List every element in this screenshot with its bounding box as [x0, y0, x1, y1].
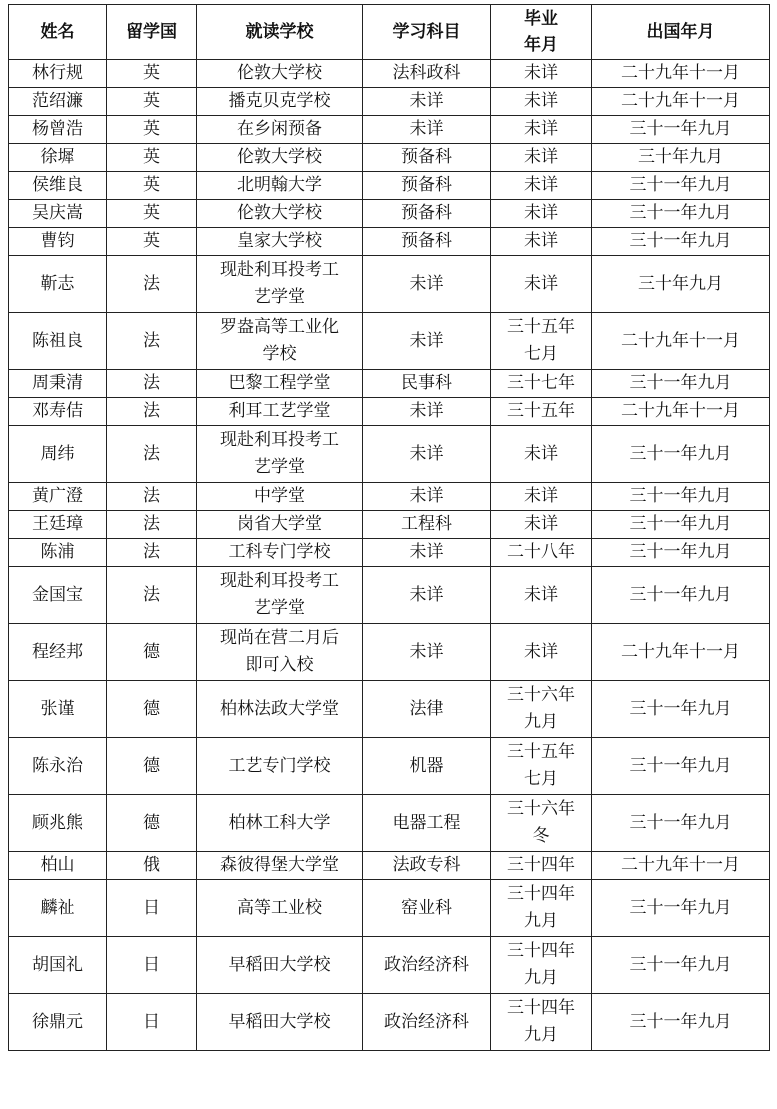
cell-subject: 未详: [363, 483, 491, 511]
table-row: [9, 681, 770, 738]
cell-departure: 二十九年十一月: [592, 852, 770, 880]
cell-graduation: 三十四年 九月: [491, 994, 592, 1051]
cell-subject: 民事科: [363, 370, 491, 398]
cell-departure: 三十一年九月: [592, 937, 770, 994]
cell-name: 范绍濂: [9, 88, 107, 116]
cell-departure: 二十九年十一月: [592, 313, 770, 370]
cell-graduation: 三十六年 九月: [491, 681, 592, 738]
table-row: [9, 200, 770, 228]
cell-graduation: 三十五年 七月: [491, 738, 592, 795]
table-row: [9, 994, 770, 1051]
table-row: [9, 880, 770, 937]
table-row: [9, 228, 770, 256]
cell-school: 伦敦大学校: [197, 200, 363, 228]
cell-graduation: 未详: [491, 256, 592, 313]
cell-graduation: 三十四年 九月: [491, 937, 592, 994]
table-row: [9, 426, 770, 483]
cell-subject: 未详: [363, 398, 491, 426]
cell-school: 皇家大学校: [197, 228, 363, 256]
cell-country: 德: [107, 624, 197, 681]
table-row: [9, 144, 770, 172]
table-body: [9, 60, 770, 1051]
cell-graduation: 未详: [491, 228, 592, 256]
cell-graduation: 三十四年 九月: [491, 880, 592, 937]
cell-name: 邓寿佶: [9, 398, 107, 426]
cell-school: 早稻田大学校: [197, 994, 363, 1051]
cell-departure: 二十九年十一月: [592, 398, 770, 426]
cell-subject: 未详: [363, 88, 491, 116]
cell-name: 顾兆熊: [9, 795, 107, 852]
cell-country: 英: [107, 200, 197, 228]
cell-name: 徐鼎元: [9, 994, 107, 1051]
table-row: [9, 483, 770, 511]
cell-school: 罗盎高等工业化 学校: [197, 313, 363, 370]
cell-graduation: 三十四年: [491, 852, 592, 880]
cell-school: 现赴利耳投考工 艺学堂: [197, 426, 363, 483]
cell-subject: 预备科: [363, 144, 491, 172]
cell-subject: 政治经济科: [363, 937, 491, 994]
cell-country: 英: [107, 172, 197, 200]
cell-departure: 三十一年九月: [592, 994, 770, 1051]
cell-name: 金国宝: [9, 567, 107, 624]
cell-school: 现赴利耳投考工 艺学堂: [197, 567, 363, 624]
header-graduation: 毕业 年月: [491, 5, 592, 60]
cell-school: 高等工业校: [197, 880, 363, 937]
cell-departure: 三十一年九月: [592, 200, 770, 228]
cell-departure: 三十一年九月: [592, 370, 770, 398]
cell-country: 俄: [107, 852, 197, 880]
cell-graduation: 未详: [491, 511, 592, 539]
cell-graduation: 未详: [491, 116, 592, 144]
student-table-container: [8, 4, 769, 1051]
cell-name: 徐墀: [9, 144, 107, 172]
cell-name: 张谨: [9, 681, 107, 738]
table-row: [9, 795, 770, 852]
header-row: [9, 5, 770, 60]
cell-school: 柏林工科大学: [197, 795, 363, 852]
cell-subject: 工程科: [363, 511, 491, 539]
cell-school: 森彼得堡大学堂: [197, 852, 363, 880]
cell-school: 现尚在营二月后 即可入校: [197, 624, 363, 681]
cell-country: 法: [107, 256, 197, 313]
table-row: [9, 624, 770, 681]
cell-country: 英: [107, 228, 197, 256]
header-name: 姓名: [9, 5, 107, 60]
table-row: [9, 398, 770, 426]
cell-name: 陈浦: [9, 539, 107, 567]
cell-school: 工艺专门学校: [197, 738, 363, 795]
cell-graduation: 未详: [491, 60, 592, 88]
cell-departure: 三十一年九月: [592, 116, 770, 144]
cell-subject: 未详: [363, 313, 491, 370]
cell-graduation: 未详: [491, 144, 592, 172]
cell-school: 北明翰大学: [197, 172, 363, 200]
table-row: [9, 852, 770, 880]
cell-name: 陈永治: [9, 738, 107, 795]
cell-graduation: 未详: [491, 88, 592, 116]
cell-name: 麟祉: [9, 880, 107, 937]
cell-country: 德: [107, 681, 197, 738]
cell-graduation: 未详: [491, 172, 592, 200]
cell-departure: 三十一年九月: [592, 738, 770, 795]
table-row: [9, 256, 770, 313]
cell-name: 林行规: [9, 60, 107, 88]
cell-graduation: 未详: [491, 624, 592, 681]
table-row: [9, 313, 770, 370]
cell-departure: 三十年九月: [592, 256, 770, 313]
cell-country: 英: [107, 60, 197, 88]
cell-name: 杨曾浩: [9, 116, 107, 144]
cell-subject: 未详: [363, 256, 491, 313]
cell-subject: 未详: [363, 426, 491, 483]
cell-departure: 二十九年十一月: [592, 60, 770, 88]
cell-graduation: 未详: [491, 200, 592, 228]
cell-graduation: 三十五年: [491, 398, 592, 426]
cell-name: 周秉清: [9, 370, 107, 398]
cell-departure: 三十年九月: [592, 144, 770, 172]
cell-subject: 政治经济科: [363, 994, 491, 1051]
cell-school: 现赴利耳投考工 艺学堂: [197, 256, 363, 313]
cell-name: 曹钧: [9, 228, 107, 256]
cell-country: 日: [107, 994, 197, 1051]
cell-school: 巴黎工程学堂: [197, 370, 363, 398]
cell-school: 工科专门学校: [197, 539, 363, 567]
cell-country: 法: [107, 567, 197, 624]
table-row: [9, 937, 770, 994]
cell-subject: 法政专科: [363, 852, 491, 880]
cell-departure: 三十一年九月: [592, 567, 770, 624]
cell-country: 法: [107, 398, 197, 426]
cell-country: 法: [107, 511, 197, 539]
cell-departure: 三十一年九月: [592, 880, 770, 937]
cell-name: 王廷璋: [9, 511, 107, 539]
cell-subject: 预备科: [363, 228, 491, 256]
cell-subject: 未详: [363, 116, 491, 144]
cell-departure: 三十一年九月: [592, 511, 770, 539]
cell-subject: 窑业科: [363, 880, 491, 937]
cell-country: 英: [107, 116, 197, 144]
cell-graduation: 二十八年: [491, 539, 592, 567]
cell-school: 伦敦大学校: [197, 144, 363, 172]
cell-name: 周纬: [9, 426, 107, 483]
cell-subject: 机器: [363, 738, 491, 795]
cell-country: 日: [107, 880, 197, 937]
cell-subject: 未详: [363, 624, 491, 681]
cell-school: 柏林法政大学堂: [197, 681, 363, 738]
cell-school: 利耳工艺学堂: [197, 398, 363, 426]
cell-name: 胡国礼: [9, 937, 107, 994]
cell-subject: 未详: [363, 539, 491, 567]
cell-name: 陈祖良: [9, 313, 107, 370]
table-row: [9, 539, 770, 567]
cell-country: 法: [107, 313, 197, 370]
cell-country: 英: [107, 144, 197, 172]
cell-departure: 三十一年九月: [592, 681, 770, 738]
header-school: 就读学校: [197, 5, 363, 60]
table-row: [9, 370, 770, 398]
cell-country: 法: [107, 426, 197, 483]
cell-departure: 三十一年九月: [592, 795, 770, 852]
cell-graduation: 未详: [491, 426, 592, 483]
cell-departure: 三十一年九月: [592, 426, 770, 483]
cell-graduation: 三十六年 冬: [491, 795, 592, 852]
cell-country: 日: [107, 937, 197, 994]
cell-school: 伦敦大学校: [197, 60, 363, 88]
cell-subject: 法律: [363, 681, 491, 738]
cell-country: 法: [107, 370, 197, 398]
cell-name: 柏山: [9, 852, 107, 880]
cell-subject: 预备科: [363, 172, 491, 200]
cell-school: 中学堂: [197, 483, 363, 511]
cell-departure: 二十九年十一月: [592, 88, 770, 116]
table-row: [9, 567, 770, 624]
cell-graduation: 三十五年 七月: [491, 313, 592, 370]
cell-subject: 预备科: [363, 200, 491, 228]
cell-school: 播克贝克学校: [197, 88, 363, 116]
overseas-students-table: [8, 4, 770, 1051]
cell-name: 吴庆嵩: [9, 200, 107, 228]
header-country: 留学国: [107, 5, 197, 60]
cell-country: 法: [107, 539, 197, 567]
table-row: [9, 738, 770, 795]
cell-departure: 二十九年十一月: [592, 624, 770, 681]
header-departure: 出国年月: [592, 5, 770, 60]
table-row: [9, 88, 770, 116]
table-header: [9, 5, 770, 60]
cell-subject: 电器工程: [363, 795, 491, 852]
cell-departure: 三十一年九月: [592, 172, 770, 200]
cell-name: 靳志: [9, 256, 107, 313]
table-row: [9, 60, 770, 88]
cell-graduation: 未详: [491, 483, 592, 511]
cell-name: 程经邦: [9, 624, 107, 681]
table-row: [9, 172, 770, 200]
cell-departure: 三十一年九月: [592, 539, 770, 567]
cell-country: 英: [107, 88, 197, 116]
cell-name: 黄广澄: [9, 483, 107, 511]
cell-departure: 三十一年九月: [592, 483, 770, 511]
table-row: [9, 511, 770, 539]
table-row: [9, 116, 770, 144]
cell-subject: 未详: [363, 567, 491, 624]
cell-school: 在乡闲预备: [197, 116, 363, 144]
cell-graduation: 未详: [491, 567, 592, 624]
cell-subject: 法科政科: [363, 60, 491, 88]
cell-country: 德: [107, 738, 197, 795]
cell-country: 法: [107, 483, 197, 511]
cell-country: 德: [107, 795, 197, 852]
cell-name: 侯维良: [9, 172, 107, 200]
cell-graduation: 三十七年: [491, 370, 592, 398]
cell-school: 岗省大学堂: [197, 511, 363, 539]
cell-departure: 三十一年九月: [592, 228, 770, 256]
header-subject: 学习科目: [363, 5, 491, 60]
cell-school: 早稻田大学校: [197, 937, 363, 994]
